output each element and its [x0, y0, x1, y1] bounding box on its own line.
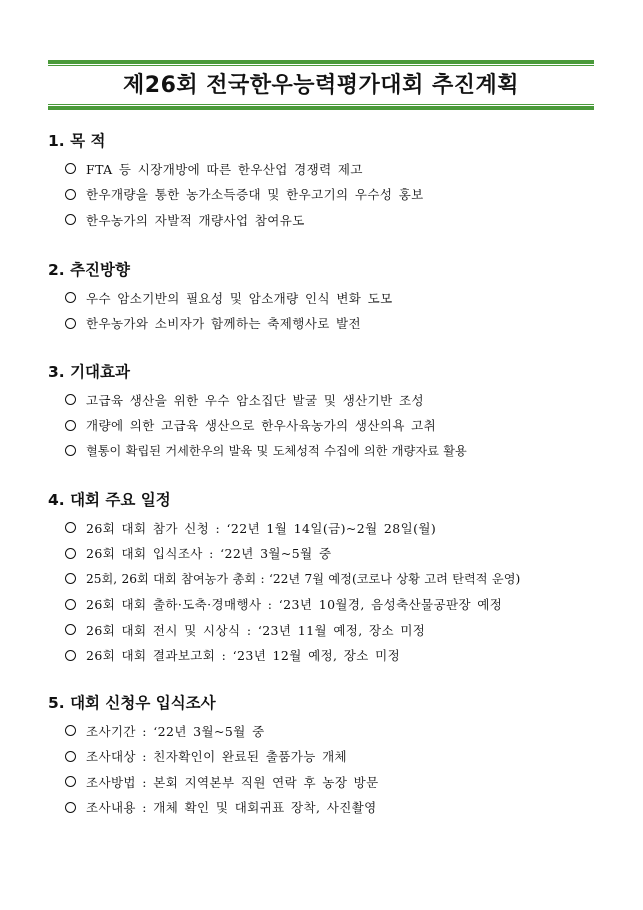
- section-heading: 3. 기대효과: [48, 363, 130, 381]
- circle-bullet-icon: [65, 420, 76, 431]
- list-item: 혈통이 확립된 거세한우의 발육 및 도체성적 수집에 의한 개량자료 활용: [48, 438, 608, 464]
- section-expected-effects: [48, 362, 608, 464]
- circle-bullet-icon: [65, 548, 76, 559]
- section-heading: 4. 대회 주요 일정: [48, 491, 171, 509]
- item-list: [48, 718, 608, 820]
- circle-bullet-icon: [65, 318, 76, 329]
- list-item: 조사대상 : 친자확인이 완료된 출품가능 개체: [48, 744, 608, 770]
- section-purpose: [48, 131, 608, 233]
- circle-bullet-icon: [65, 214, 76, 225]
- list-item: 25회, 26회 대회 참여농가 총회 : ‘22년 7월 예정(코로나 상황 고려 탄력적 운영): [48, 566, 608, 592]
- circle-bullet-icon: [65, 776, 76, 787]
- circle-bullet-icon: [65, 751, 76, 762]
- list-item: 26회 대회 참가 신청 : ‘22년 1월 14일(금)~2월 28일(월): [48, 515, 608, 541]
- circle-bullet-icon: [65, 624, 76, 635]
- circle-bullet-icon: [65, 394, 76, 405]
- section-schedule: [48, 490, 608, 668]
- circle-bullet-icon: [65, 725, 76, 736]
- section-heading: 1. 목 적: [48, 132, 106, 150]
- list-item: FTA 등 시장개방에 따른 한우산업 경쟁력 제고: [48, 156, 608, 182]
- list-item: 개량에 의한 고급육 생산으로 한우사육농가의 생산의욕 고취: [48, 413, 608, 439]
- list-item: 26회 대회 결과보고회 : ‘23년 12월 예정, 장소 미정: [48, 643, 608, 669]
- list-item: 26회 대회 전시 및 시상식 : ‘23년 11월 예정, 장소 미정: [48, 617, 608, 643]
- item-list: [48, 156, 608, 233]
- circle-bullet-icon: [65, 599, 76, 610]
- circle-bullet-icon: [65, 522, 76, 533]
- item-list: [48, 515, 608, 668]
- section-heading: 5. 대회 신청우 입식조사: [48, 694, 216, 712]
- circle-bullet-icon: [65, 573, 76, 584]
- section-inspection: [48, 693, 608, 820]
- list-item: 26회 대회 입식조사 : ‘22년 3월~5월 중: [48, 541, 608, 567]
- list-item: 한우농가와 소비자가 함께하는 축제행사로 발전: [48, 311, 608, 337]
- title-rule-bottom: [48, 104, 594, 111]
- title-rule-top: [48, 60, 594, 67]
- list-item: 우수 암소기반의 필요성 및 암소개량 인식 변화 도모: [48, 285, 608, 311]
- list-item: 고급육 생산을 위한 우수 암소집단 발굴 및 생산기반 조성: [48, 387, 608, 413]
- circle-bullet-icon: [65, 650, 76, 661]
- item-list: [48, 285, 608, 336]
- document-title: 제26회 전국한우능력평가대회 추진계획: [123, 73, 519, 98]
- list-item: 한우농가의 자발적 개량사업 참여유도: [48, 207, 608, 233]
- circle-bullet-icon: [65, 163, 76, 174]
- circle-bullet-icon: [65, 445, 76, 456]
- circle-bullet-icon: [65, 292, 76, 303]
- list-item: 조사방법 : 본회 지역본부 직원 연락 후 농장 방문: [48, 769, 608, 795]
- item-list: [48, 387, 608, 464]
- circle-bullet-icon: [65, 802, 76, 813]
- list-item: 26회 대회 출하·도축·경매행사 : ‘23년 10월경, 음성축산물공판장 예정: [48, 592, 608, 618]
- section-heading: 2. 추진방향: [48, 261, 130, 279]
- list-item: 한우개량을 통한 농가소득증대 및 한우고기의 우수성 홍보: [48, 182, 608, 208]
- list-item: 조사기간 : ‘22년 3월~5월 중: [48, 718, 608, 744]
- circle-bullet-icon: [65, 189, 76, 200]
- section-direction: [48, 260, 608, 336]
- list-item: 조사내용 : 개체 확인 및 대회귀표 장착, 사진촬영: [48, 795, 608, 821]
- title-block: [48, 60, 594, 111]
